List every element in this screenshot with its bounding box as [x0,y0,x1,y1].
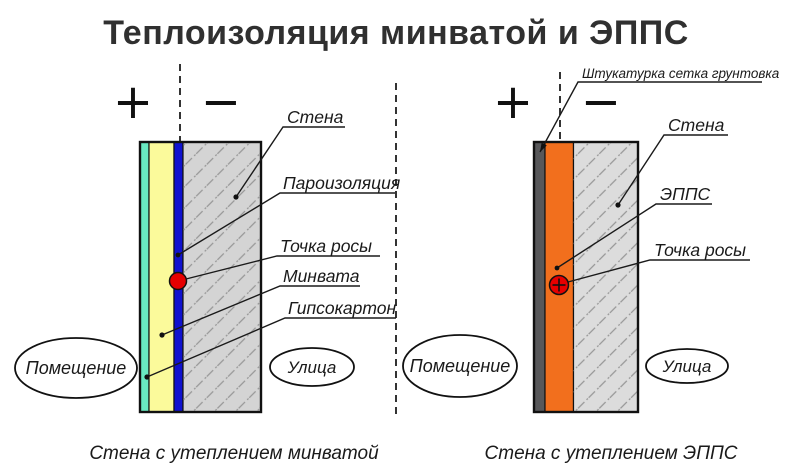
page-title: Теплоизоляция минватой и ЭППС [103,14,689,52]
epps-callout-label: ЭППС [660,184,711,204]
minus-sign: − [580,74,622,130]
plaster-callout-label: Штукатурка сетка грунтовка [582,66,780,81]
diagram-epps [403,66,780,464]
diagram-caption: Стена с утеплением ЭППС [484,443,738,464]
dew-point-callout-label: Точка росы [654,240,747,260]
concrete-hatch [574,142,639,412]
street-label: Улица [287,358,337,377]
street-label: Улица [662,357,712,376]
wall-callout-label: Стена [668,115,725,135]
vapor-barrier-callout-label: Пароизоляция [283,173,401,193]
dew-point-marker [550,276,569,295]
room-label: Помещение [409,356,511,376]
plus-sign: + [492,74,534,130]
diagram-minvata [15,64,400,464]
minus-sign: − [200,74,242,130]
mineral-wool-callout-label: Минвата [283,266,360,286]
diagram-caption: Стена с утеплением минватой [89,443,379,464]
drywall-callout-label: Гипсокартон [288,298,397,318]
room-label: Помещение [25,358,127,378]
dew-point-callout-label: Точка росы [280,236,373,256]
plus-sign: + [112,74,154,130]
dew-point-marker [170,273,187,290]
drywall-layer [140,142,149,412]
plaster-layer [534,142,545,412]
wall-callout-label: Стена [287,107,344,127]
